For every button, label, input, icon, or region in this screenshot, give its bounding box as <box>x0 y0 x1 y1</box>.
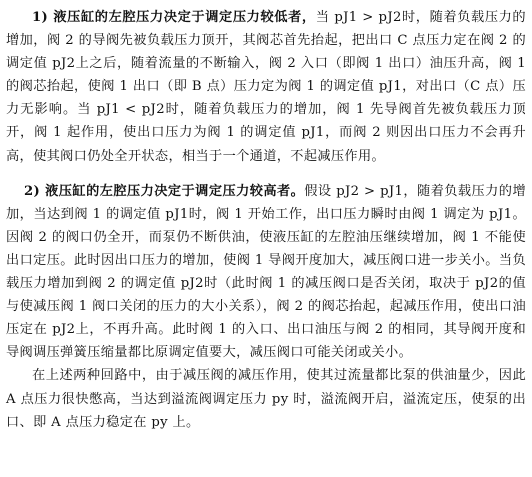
paragraph-3 <box>6 364 526 433</box>
paragraph-1-heading: 1) 液压缸的左腔压力决定于调定压力较低者， <box>32 10 316 25</box>
paragraph-1 <box>6 6 526 168</box>
paragraph-2 <box>6 180 526 365</box>
paragraph-3-body: 在上述两种回路中，由于减压阀的减压作用，使其过流量都比泵的供油量少，因此 A 点压力很快憋高，当达到溢流阀调定压力 py 时，溢流阀开启，溢流定压，使泵的出口、即 A 点压力稳定在 py 上。 <box>6 368 526 430</box>
paragraph-2-heading: 2) 液压缸的左腔压力决定于调定压力较高者。 <box>24 183 305 199</box>
paragraph-1-body: 当 pJ1 > pJ2时，随着负载压力的增加，阀 2 的导阀先被负载压力顶开，其阀芯首先抬起，把出口 C 点压力定在阀 2 的调定值 pJ2上之后，随着流量的不断输入，阀 2 入口（即阀 1 出口）油压升高，阀 1 的阀芯抬起，使阀 1 出口（即 B 点）压力定为阀 1 的调定值 pJ1，对出口（C 点）压力无影响。当 pJ1 < pJ2时，随着负载压力的增加，阀 1 先导阀首先被负载压力顶开，阀 1 起作用，使出口压力为阀 1 的调定值 pJ1，而阀 2 则因出口压力不会再升高，使其阀口仍处全开状态，相当于一个通道，不起减压作用。 <box>6 10 526 164</box>
paragraph-2-body: 假设 pJ2 > pJ1，随着负载压力的增加，当达到阀 1 的调定值 pJ1时，阀 1 开始工作，出口压力瞬时由阀 1 调定为 pJ1。因阀 2 的阀口仍全开，而泵仍不断供油，使液压缸的左腔油压继续增加，阀 1 不能使出口定压。此时因出口压力的增加，使阀 1 导阀开度加大，减压阀口进一步关小。当负载压力增加到阀 2 的调定值 pJ2时（此时阀 1 的减压阀口是否关闭，取决于 pJ2的值与使减压阀 1 阀口关闭的压力的大小关系），阀 2 的阀芯抬起，起减压作用，使出口油压定在 pJ2上，不再升高。此时阀 1 的入口、出口油压与阀 2 的相同，其导阀开度和导阀调压弹簧压缩量都比原调定值要大，减压阀口可能关闭或关小。 <box>6 183 526 361</box>
